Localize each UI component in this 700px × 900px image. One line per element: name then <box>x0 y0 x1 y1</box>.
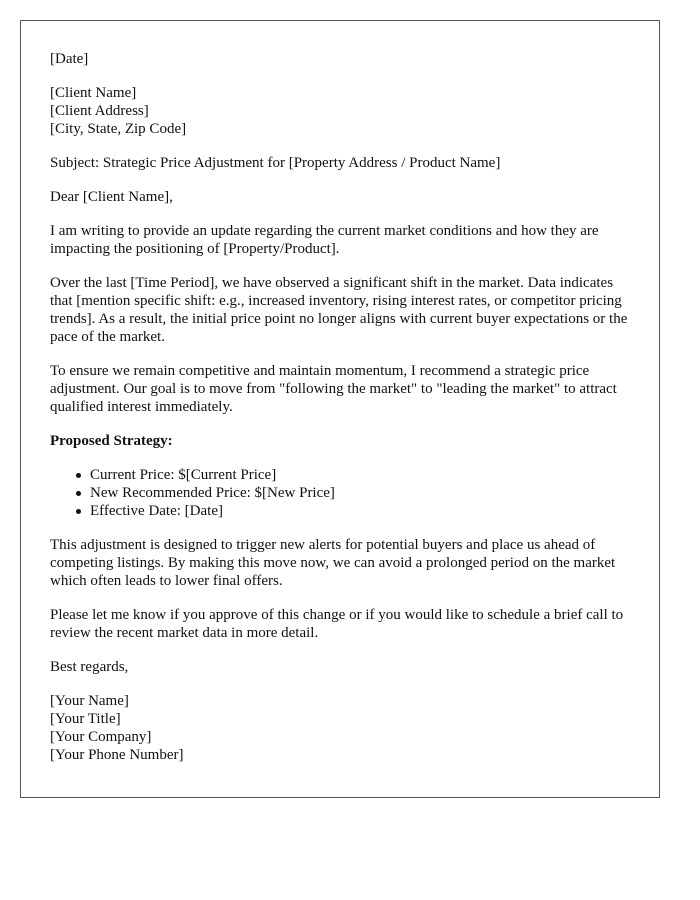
bullet-icon <box>76 473 81 478</box>
letter-date: [Date] <box>50 51 89 67</box>
strategy-item-new-price <box>90 484 630 502</box>
letter-salutation: Dear [Client Name], <box>50 189 173 205</box>
signature-name: [Your Name] <box>50 693 129 709</box>
bullet-icon <box>76 509 81 514</box>
strategy-heading: Proposed Strategy: <box>50 433 173 449</box>
signature-block <box>50 692 630 764</box>
body-paragraph-intro: I am writing to provide an update regarding the current market conditions and how they are impacting the positioning of [Property/Product]. <box>50 223 599 257</box>
body-paragraph-recommendation: To ensure we remain competitive and maintain momentum, I recommend a strategic price adjustment. Our goal is to move from "following the market" to "leading the market" to attract qualified interest immediately. <box>50 363 617 415</box>
recipient-address: [Client Address] <box>50 103 149 119</box>
strategy-list <box>50 466 630 520</box>
strategy-item-text: Current Price: $[Current Price] <box>90 467 277 483</box>
bullet-icon <box>76 491 81 496</box>
signature-phone: [Your Phone Number] <box>50 747 184 763</box>
strategy-item-effective-date <box>90 502 630 520</box>
recipient-block <box>50 84 630 138</box>
signature-company: [Your Company] <box>50 729 152 745</box>
strategy-item-text: New Recommended Price: $[New Price] <box>90 485 335 501</box>
strategy-item-text: Effective Date: [Date] <box>90 503 223 519</box>
letter-subject: Subject: Strategic Price Adjustment for [Property Address / Product Name] <box>50 155 501 171</box>
signature-title: [Your Title] <box>50 711 121 727</box>
recipient-city-state-zip: [City, State, Zip Code] <box>50 121 187 137</box>
body-paragraph-approval: Please let me know if you approve of this change or if you would like to schedule a brief call to review the recent market data in more detail. <box>50 607 624 641</box>
recipient-name: [Client Name] <box>50 85 137 101</box>
body-paragraph-market-shift: Over the last [Time Period], we have observed a significant shift in the market. Data indicates that [mention specific shift: e.g., increased inventory, rising interest rates, or competitor pricing trends]. As a result, the initial price point no longer aligns with current buyer expectations or the pace of the market. <box>50 275 628 345</box>
letter-page <box>20 20 660 798</box>
strategy-item-current-price <box>90 466 630 484</box>
body-paragraph-adjustment: This adjustment is designed to trigger new alerts for potential buyers and place us ahead of competing listings. By making this move now, we can avoid a prolonged period on the market which often leads to lower final offers. <box>50 537 616 589</box>
letter-sign-off: Best regards, <box>50 659 129 675</box>
